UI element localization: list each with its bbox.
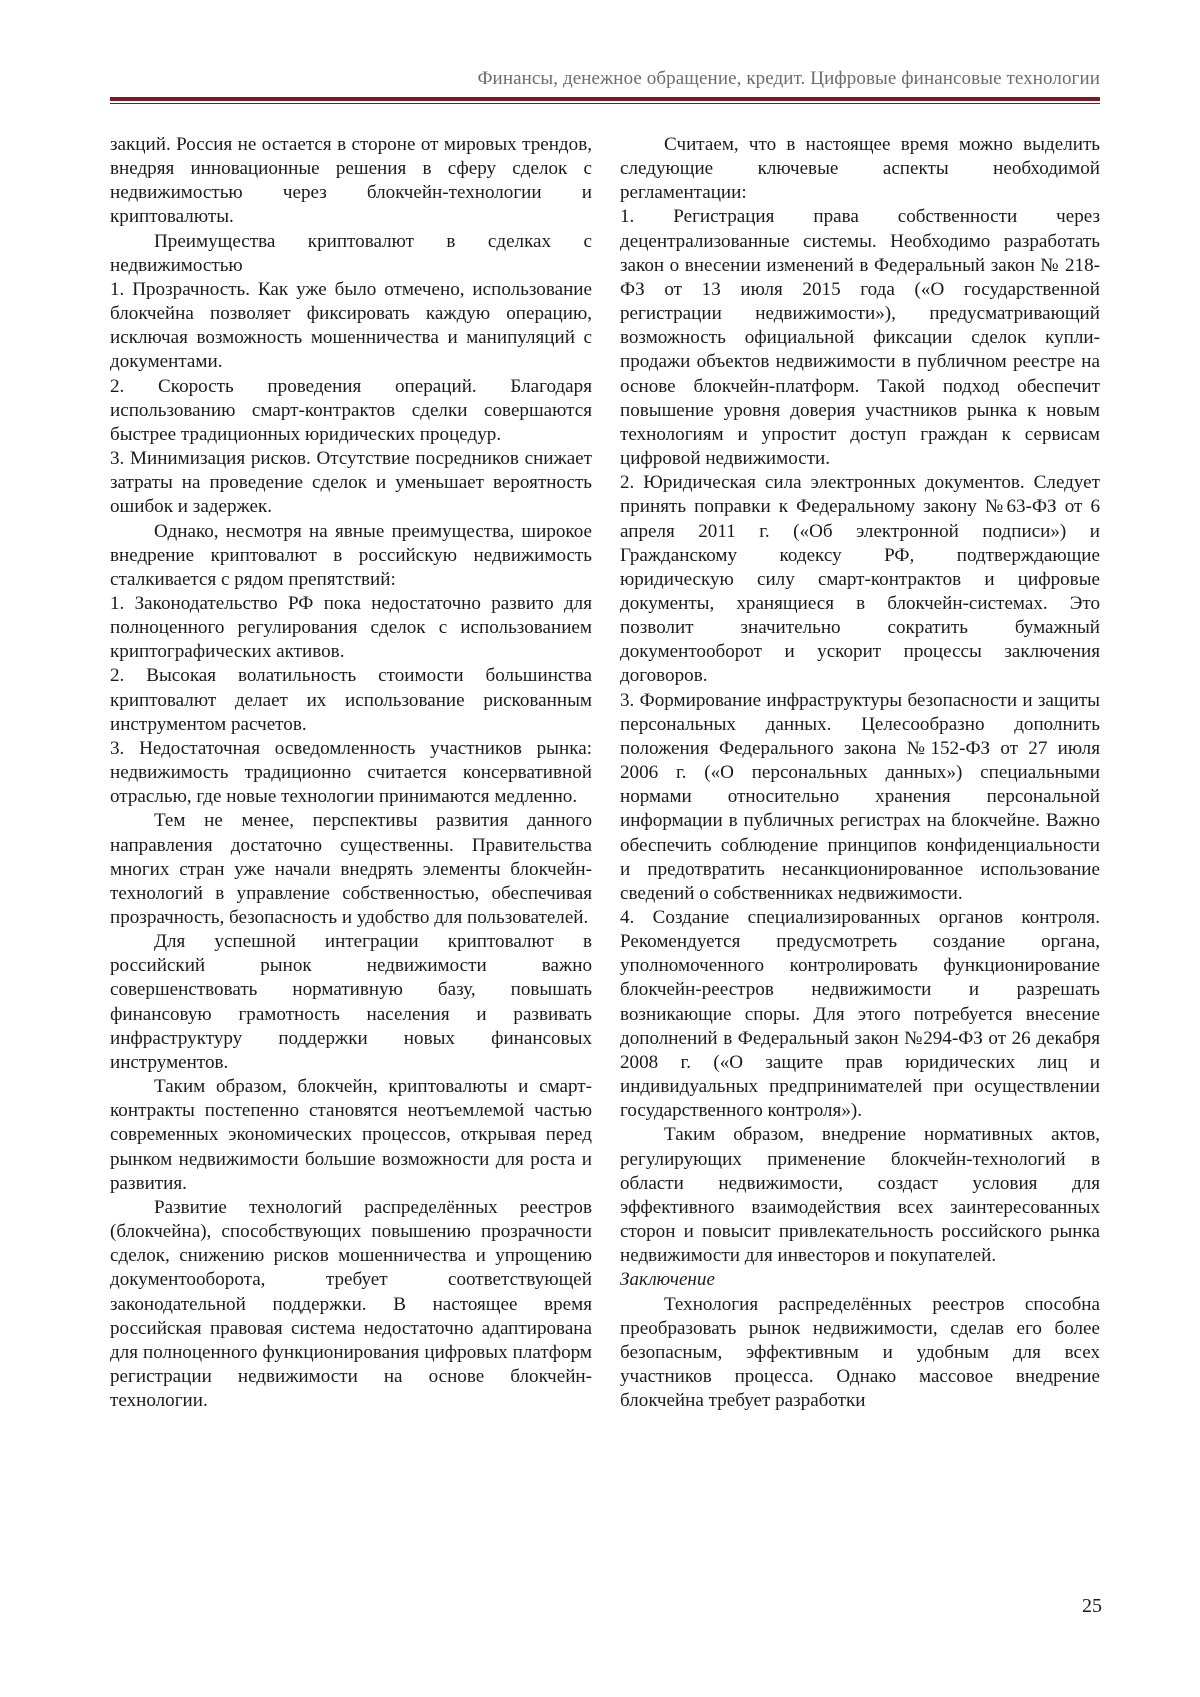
right-column [620, 133, 1100, 1413]
left-column [110, 133, 592, 1413]
section-heading-conclusion: Заключение [620, 1269, 715, 1291]
list-item: 3. Формирование инфраструктуры безопасности и защиты персональных данных. Целесообразно дополнить положения Федерального закона №152-ФЗ от 27 июля 2006 г. («О персональных данных») специальными нормами относительно хранения персональной информации в публичных регистрах на блокчейне. Важно обеспечить соблюдение принципов конфиденциальности и предотвратить несанкционированное использование сведений о собственниках недвижимости. [620, 689, 1100, 904]
list-item: 3. Минимизация рисков. Отсутствие посредников снижает затраты на проведение сделок и уменьшает вероятность ошибок и задержек. [110, 448, 592, 518]
list-item: 4. Создание специализированных органов контроля. Рекомендуется предусмотреть создание органа, уполномоченного контролировать функционирование блокчейн-реестров недвижимости и разрешать возникающие споры. Для этого потребуется внесение дополнений в Федеральный закон №294-ФЗ от 26 декабря 2008 г. («О защите прав юридических лиц и индивидуальных предпринимателей при осуществлении государственного контроля»). [620, 907, 1100, 1122]
header-rule-thin [110, 103, 1100, 104]
paragraph: Технология распределённых реестров способна преобразовать рынок недвижимости, сделав его более безопасным, эффективным и удобным для всех участников процесса. Однако массовое внедрение блокчейна требует разработки [620, 1293, 1100, 1412]
list-item: 3. Недостаточная осведомленность участников рынка: недвижимость традиционно считается консервативной отраслью, где новые технологии принимаются медленно. [110, 737, 592, 808]
header-rule-thick [110, 97, 1100, 101]
list-item: 2. Скорость проведения операций. Благодаря использованию смарт-контрактов сделки совершаются быстрее традиционных юридических процедур. [110, 375, 592, 445]
list-item: 1. Законодательство РФ пока недостаточно развито для полноценного регулирования сделок с использованием криптографических активов. [110, 592, 592, 663]
list-item: 2. Высокая волатильность стоимости большинства криптовалют делает их использование рискованным инструментом расчетов. [110, 665, 592, 735]
paragraph: закций. Россия не остается в стороне от мировых трендов, внедряя инновационные решения в сферу сделок с недвижимостью через блокчейн-технологии и криптовалюты. [110, 134, 592, 228]
paragraph: Таким образом, внедрение нормативных актов, регулирующих применение блокчейн-технологий в области недвижимости, создаст условия для эффективного взаимодействия всех заинтересованных сторон и повысит привлекательность российского рынка недвижимости для инвесторов и покупателей. [620, 1124, 1100, 1267]
running-header: Финансы, денежное обращение, кредит. Цифровые финансовые технологии [477, 68, 1100, 89]
paragraph: Развитие технологий распределённых реестров (блокчейна), способствующих повышению прозрачности сделок, снижению рисков мошенничества и упрощению документооборота, требует соответствующей законодательной поддержки. В настоящее время российская правовая система недостаточно адаптирована для полноценного функционирования цифровых платформ регистрации недвижимости на основе блокчейн-технологии. [110, 1196, 592, 1412]
list-item: 1. Регистрация права собственности через децентрализованные системы. Необходимо разработать закон о внесении изменений в Федеральный закон № 218-ФЗ от 13 июля 2015 года («О государственной регистрации недвижимости»), предусматривающий возможность официальной фиксации сделок купли-продажи объектов недвижимости в публичном реестре на основе блокчейн-платформ. Такой подход обеспечит повышение уровня доверия участников рынка к новым технологиям и упростит доступ граждан к сервисам цифровой недвижимости. [620, 206, 1100, 470]
paragraph: Тем не менее, перспективы развития данного направления достаточно существенны. Правительства многих стран уже начали внедрять элементы блокчейн-технологий в управление собственностью, обеспечивая прозрачность, безопасность и удобство для пользователей. [110, 810, 592, 928]
list-item: 2. Юридическая сила электронных документов. Следует принять поправки к Федеральному закону №63-ФЗ от 6 апреля 2011 г. («Об электронной подписи») и Гражданскому кодексу РФ, подтверждающие юридическую силу смарт-контрактов и цифровые документы, хранящиеся в блокчейн-системах. Это позволит значительно сократить бумажный документооборот и ускорит процессы заключения договоров. [620, 472, 1100, 687]
paragraph: Для успешной интеграции криптовалют в российский рынок недвижимости важно совершенствовать нормативную базу, повышать финансовую грамотность населения и развивать инфраструктуру поддержки новых финансовых инструментов. [110, 931, 592, 1073]
list-item: 1. Прозрачность. Как уже было отмечено, использование блокчейна позволяет фиксировать каждую операцию, исключая возможность мошенничества и манипуляций с документами. [110, 278, 592, 373]
paragraph: Считаем, что в настоящее время можно выделить следующие ключевые аспекты необходимой регламентации: [620, 134, 1100, 204]
paragraph-heading: Преимущества криптовалют в сделках с недвижимостью [110, 230, 592, 276]
page-number: 25 [1082, 1595, 1102, 1617]
paragraph: Таким образом, блокчейн, криптовалюты и смарт-контракты постепенно становятся неотъемлемой частью современных экономических процессов, открывая перед рынком недвижимости большие возможности для роста и развития. [110, 1076, 592, 1194]
paragraph: Однако, несмотря на явные преимущества, широкое внедрение криптовалют в российскую недвижимость сталкивается с рядом препятствий: [110, 520, 592, 590]
